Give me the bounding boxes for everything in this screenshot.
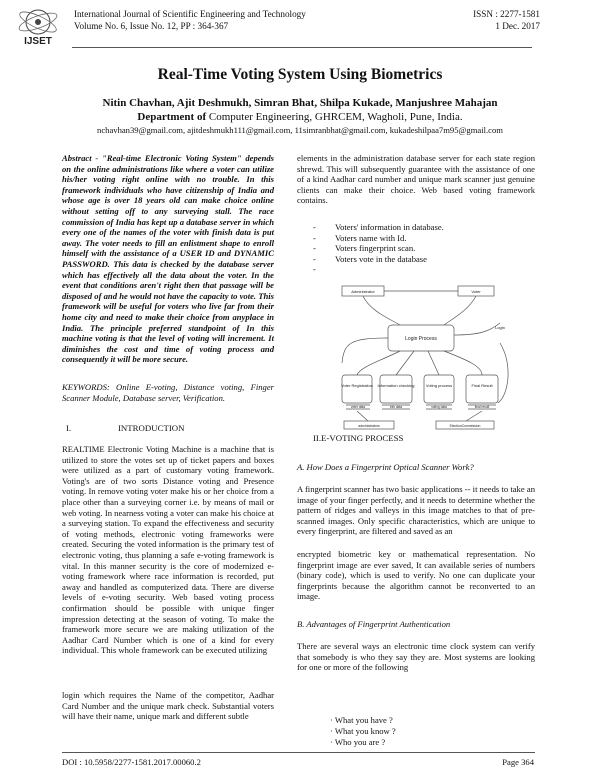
list-item: · What you know ? [330,726,396,736]
dept-rest: Computer Engineering, GHRCEM, Wagholi, Pune, India. [206,111,463,123]
svg-text:Information checking: Information checking [377,383,415,388]
issue-date: 1 Dec. 2017 [495,21,540,31]
figure-caption: II.E-VOTING PROCESS [313,433,404,443]
introduction-text: REALTIME Electronic Voting Machine is a machine that is utilized to store the votes set up of ticket papers and boxes were utilized as a part of customary voting framework. Voting's are of two sorts Distance voting and Presence voting. In remove voting voter make his or her choice from a place other than a surveying corner i.e. by means of mail or web voting. In nearness voting a voter can make his choice at a surveying station. To expand the effectiveness and security of voting methods, electronic voting frameworks were created. Securing the voted information is the primary test of electronic voting, thus planning a safe e-voting framework is vital. In this manner security is the core of modernized e-voting framework where race information is recorded, put away and handled as computerized data. There are diverse levels of e-voting security. Web based voting process confirmation should be possible with unique finger impression detecting at the season of voting. To make the framework more secure we are making utilization of the Aadhar Card Number which is one of a kind for every individual. This whole framework can be executed utilizing [62,444,274,656]
paragraph-a-2: encrypted biometric key or mathematical representation. No fingerprint image are ever saved, It can available series of numbers (binary code), which is used to verify. No one can duplicate your fingerprints because the algorithm cannot be reconverted to an image. [297,549,535,602]
subsection-a-heading: A. How Does a Fingerprint Optical Scanner Work? [297,462,474,472]
paper-title: Real-Time Voting System Using Biometrics [157,66,443,83]
svg-text:Final Result: Final Result [471,383,493,388]
svg-text:ElectionCommission: ElectionCommission [449,424,481,428]
journal-header [74,8,306,32]
svg-text:final result: final result [474,405,490,409]
list-item: - Voters name with Id. [313,232,407,243]
list-item: · Who you are ? [330,737,386,747]
logo-text: IJSET [24,36,52,46]
svg-text:Voter: Voter [471,289,481,294]
affiliation [0,111,600,123]
information-checking-box [380,375,412,403]
journal-name: International Journal of Scientific Engineering and Technology [74,9,306,19]
page-number: Page 364 [502,757,534,767]
final-result-box [466,375,498,403]
svg-text:Login Process: Login Process [405,336,437,342]
voting-process-box [424,375,454,403]
section-number: I. [66,423,72,433]
volume-line: Volume No. 6, Issue No. 12, PP : 364-367 [74,21,229,31]
svg-text:info data: info data [389,405,403,409]
authentication-questions [330,715,396,748]
keywords: KEYWORDS: Online E-voting, Distance voting, Finger Scanner Module, Database server, Verification. [62,382,274,403]
voter-registration-box [342,375,372,403]
paragraph-a-1: A fingerprint scanner has two basic applications -- it needs to take an image of your finger perfectly, and it needs to determine whether the pattern of ridges and valleys in this image matches to that of pre-scanned images. Only specific characteristics, which are unique to every fingerprint, are filtered and saved as an [297,484,535,537]
contents-list: - Voters' information in database. - Voters name with Id. - Voters fingerprint scan. - Voters vote in the database - [313,222,533,264]
svg-text:Voting process: Voting process [425,383,453,388]
list-item: · What you have ? [330,715,393,725]
svg-text:voting data: voting data [431,405,447,409]
issn: ISSN : 2277-1581 [473,9,540,19]
svg-text:administrators: administrators [358,424,380,428]
issn-block [473,8,540,32]
paragraph-b: There are several ways an electronic time clock system can verify that somebody is who they say they are. Most systems are looking for one or more of the following [297,641,535,673]
footer-rule [62,752,535,753]
paper-authors: Nitin Chavhan, Ajit Deshmukh, Simran Bhat, Shilpa Kukade, Manjushree Mahajan [102,97,498,109]
journal-logo [14,6,62,46]
list-item: - Voters fingerprint scan. [313,243,416,254]
right-paragraph-1: elements in the administration database server for each state region shrewd. This will subsequently guarantee with the assistance of one of a kind Aadhar card number and unique mark scanner just genuine clients can make their choice. Web based voting framework contains. [297,153,535,206]
section-title: INTRODUCTION [118,423,185,433]
abstract: Abstract - "Real-time Electronic Voting System" depends on the online administrations like where a voter can utilize his/her voting right online with no trouble. In this framework individuals who have citizenship of India and whose age is over 18 years old can make choice online without setting off to any surveying stall. The race commission of India has kept up a database server in which every one of the names of the voter with finish data is put away. The voter needs to fill an enlistment shape to enroll himself with the assistance of a USER ID and DYNAMIC PASSWORD. This data is checked by the database server which has effectively all the data about the voter. In the event that conditions aren't right then that passage will be disposed of and he would not have the capacity to vote. This framework will be useful for voters who live far from their home city and need to make their choice from anyplace in India. The principle preferred standpoint of In this machine voting is that the level of voting will increment. It diminishes the cost and time of voting process and consequently it will be more secure. [62,153,274,365]
e-voting-process-diagram [340,283,520,433]
svg-text:Administrator: Administrator [351,289,375,294]
doi: DOI : 10.5958/2277-1581.2017.00060.2 [62,757,201,767]
author-emails: nchavhan39@gmail.com, ajitdeshmukh111@gmail.com, 11simranbhat@gmail.com, kukadeshilpaa7m95@gmail.com [97,125,503,135]
svg-text:voter data: voter data [350,405,366,409]
header-rule [72,47,532,48]
svg-text:Voter Registration: Voter Registration [341,383,373,388]
list-item: - Voters' information in database. [313,222,444,232]
section-heading-introduction [62,423,274,433]
subsection-b-heading: B. Advantages of Fingerprint Authentication [297,619,451,629]
introduction-continued: login which requires the Name of the competitor, Aadhar Card Number and the unique mark check. Substantial voters will have their name, unique mark and different subtle [62,690,274,722]
list-item: - Voters vote in the database [313,253,427,264]
dept-label: Department of [137,111,207,123]
svg-text:Login: Login [495,325,505,330]
